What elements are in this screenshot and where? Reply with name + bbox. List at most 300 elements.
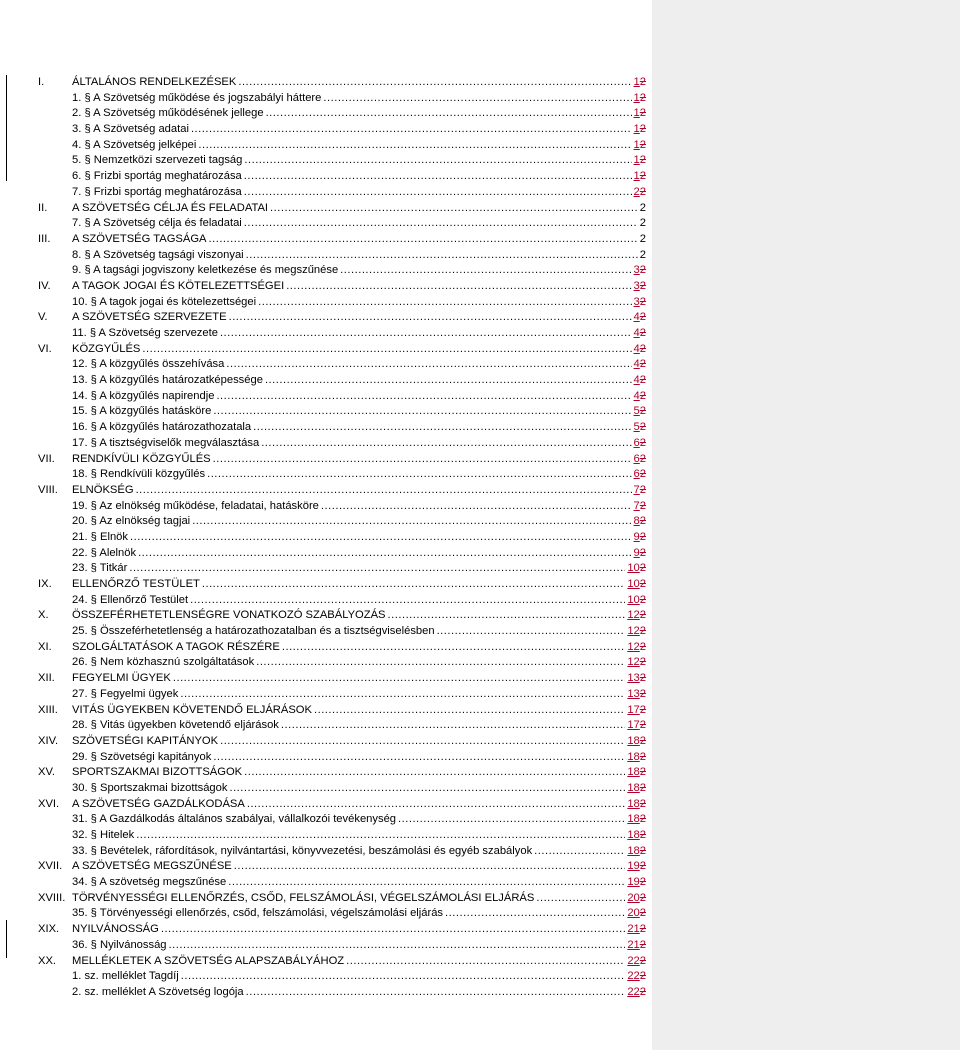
inserted-page-number: 3 (633, 279, 640, 292)
toc-entry (72, 248, 646, 264)
inserted-page-number: 1 (633, 91, 640, 104)
toc-page-number (627, 718, 646, 734)
deleted-page-number: 2 (639, 985, 646, 998)
change-bar (6, 920, 7, 958)
deleted-page-number: 2 (639, 389, 646, 402)
toc-title: 7. § A Szövetség célja és feladatai (72, 217, 242, 230)
toc-page-number (627, 593, 646, 609)
deleted-page-number: 2 (639, 797, 646, 810)
inserted-page-number: 6 (633, 468, 640, 481)
table-of-contents (38, 75, 646, 1001)
deleted-page-number: 2 (639, 876, 646, 889)
toc-section[interactable] (38, 938, 646, 954)
toc-page-number (634, 357, 646, 373)
toc-entry (72, 655, 646, 671)
toc-title: NYILVÁNOSSÁG (72, 923, 159, 936)
toc-section[interactable] (38, 687, 646, 703)
toc-title: A SZÖVETSÉG GAZDÁLKODÁSA (72, 797, 245, 810)
toc-page-number (627, 985, 646, 1001)
toc-title: 21. § Elnök (72, 530, 128, 543)
dot-leader (180, 687, 625, 703)
dot-leader (437, 624, 626, 640)
toc-chapter[interactable] (38, 279, 646, 295)
toc-title: ELLENŐRZŐ TESTÜLET (72, 578, 200, 590)
toc-entry (72, 938, 646, 954)
toc-entry (72, 781, 646, 797)
toc-title: A SZÖVETSÉG SZERVEZETE (72, 311, 227, 324)
toc-page-number (627, 687, 646, 703)
deleted-page-number: 2 (639, 829, 646, 841)
toc-entry (72, 718, 646, 734)
dot-leader (321, 499, 632, 515)
deleted-page-number: 2 (639, 954, 646, 967)
toc-section[interactable] (38, 875, 646, 891)
toc-title: 18. § Rendkívüli közgyűlés (72, 468, 206, 481)
toc-page-number (634, 436, 646, 452)
toc-entry (72, 812, 646, 828)
toc-title: SPORTSZAKMAI BIZOTTSÁGOK (72, 766, 243, 779)
toc-page-number (627, 828, 646, 844)
toc-page-number (640, 216, 646, 232)
toc-section[interactable] (38, 138, 646, 154)
toc-page-number (634, 546, 646, 562)
inserted-page-number: 13 (627, 687, 640, 700)
toc-page-number (634, 153, 646, 169)
toc-entry (72, 671, 646, 687)
inserted-page-number: 19 (627, 860, 640, 873)
toc-number: XI. (38, 640, 52, 653)
dot-leader (213, 750, 625, 766)
toc-title: ÁLTALÁNOS RENDELKEZÉSEK (72, 76, 237, 88)
inserted-page-number: 18 (627, 829, 640, 841)
toc-section[interactable] (38, 263, 646, 279)
toc-page-number (634, 452, 646, 468)
inserted-page-number: 17 (627, 703, 640, 716)
toc-entry (72, 75, 646, 91)
toc-entry (72, 499, 646, 515)
toc-title: 3. § A Szövetség adatai (72, 123, 189, 136)
toc-chapter[interactable] (38, 201, 646, 217)
toc-section[interactable] (38, 404, 646, 420)
toc-number: XV. (38, 766, 56, 779)
deleted-page-number: 2 (639, 609, 646, 622)
toc-section[interactable] (38, 216, 646, 232)
inserted-page-number: 18 (627, 781, 640, 794)
toc-chapter[interactable] (38, 232, 646, 248)
inserted-page-number: 1 (633, 138, 640, 151)
deleted-page-number: 2 (639, 405, 646, 418)
toc-chapter[interactable] (38, 608, 646, 624)
toc-entry (72, 891, 646, 907)
deleted-page-number: 2 (639, 923, 646, 936)
toc-title: 11. § A Szövetség szervezete (72, 327, 218, 339)
toc-section[interactable] (38, 514, 646, 530)
toc-section[interactable] (38, 624, 646, 640)
inserted-page-number: 4 (633, 342, 640, 355)
toc-title: 28. § Vitás ügyekben követendő eljárások (72, 719, 279, 732)
toc-number: II. (38, 201, 48, 214)
toc-page-number (634, 263, 646, 279)
toc-entry (72, 357, 646, 373)
page-number: 2 (639, 217, 646, 230)
inserted-page-number: 12 (627, 640, 640, 653)
inserted-page-number: 18 (627, 797, 640, 810)
dot-leader (244, 185, 632, 201)
toc-title: 31. § A Gazdálkodás általános szabályai, vállalkozói tevékenység (72, 813, 397, 826)
toc-chapter[interactable] (38, 452, 646, 468)
toc-entry (72, 859, 646, 875)
deleted-page-number: 2 (639, 421, 646, 434)
toc-title: 35. § Törvényességi ellenőrzés, csőd, felszámolási, végelszámolási eljárás (72, 907, 444, 920)
toc-entry (72, 452, 646, 468)
toc-entry (72, 514, 646, 530)
deleted-page-number: 2 (639, 107, 646, 120)
toc-page-number (634, 326, 646, 342)
dot-leader (173, 671, 625, 687)
dot-leader (142, 342, 631, 358)
inserted-page-number: 18 (627, 844, 640, 857)
deleted-page-number: 2 (639, 687, 646, 700)
toc-page-number (627, 875, 646, 891)
toc-chapter[interactable] (38, 342, 646, 358)
toc-section[interactable] (38, 357, 646, 373)
dot-leader (229, 781, 625, 797)
toc-page-number (634, 499, 646, 515)
deleted-page-number: 2 (639, 342, 646, 355)
toc-section[interactable] (38, 546, 646, 562)
toc-chapter[interactable] (38, 765, 646, 781)
toc-section[interactable] (38, 326, 646, 342)
dot-leader (213, 404, 631, 420)
toc-entry (72, 750, 646, 766)
toc-title: 10. § A tagok jogai és kötelezettségei (72, 295, 257, 308)
toc-number: XIII. (38, 703, 58, 716)
deleted-page-number: 2 (639, 656, 646, 669)
inserted-page-number: 21 (627, 923, 640, 936)
toc-section[interactable] (38, 655, 646, 671)
toc-section[interactable] (38, 530, 646, 546)
toc-chapter[interactable] (38, 954, 646, 970)
toc-entry (72, 561, 646, 577)
toc-page-number (634, 138, 646, 154)
toc-number: XVIII. (38, 891, 66, 904)
toc-entry (72, 373, 646, 389)
toc-entry (72, 279, 646, 295)
toc-section[interactable] (38, 295, 646, 311)
dot-leader (536, 891, 625, 907)
toc-title: 6. § Frizbi sportág meghatározása (72, 170, 242, 183)
dot-leader (234, 859, 626, 875)
toc-chapter[interactable] (38, 75, 646, 91)
toc-title: 9. § A tagsági jogviszony keletkezése és megszűnése (72, 264, 339, 277)
toc-number: IV. (38, 279, 51, 292)
toc-section[interactable] (38, 906, 646, 922)
comment-margin-panel (652, 0, 960, 1050)
toc-title: 29. § Szövetségi kapitányok (72, 750, 212, 763)
toc-page-number (627, 608, 646, 624)
toc-section[interactable] (38, 781, 646, 797)
toc-number: XIX. (38, 923, 60, 936)
toc-entry (72, 91, 646, 107)
toc-title: 13. § A közgyűlés határozatképessége (72, 374, 263, 387)
toc-section[interactable] (38, 844, 646, 860)
deleted-page-number: 2 (639, 546, 646, 559)
deleted-page-number: 2 (639, 530, 646, 543)
toc-number: XX. (38, 954, 57, 967)
inserted-page-number: 22 (627, 985, 640, 998)
toc-number: VI. (38, 342, 52, 355)
toc-page-number (627, 812, 646, 828)
toc-entry (72, 765, 646, 781)
inserted-page-number: 12 (627, 609, 640, 622)
toc-number: XVI. (38, 797, 60, 810)
toc-chapter[interactable] (38, 310, 646, 326)
inserted-page-number: 1 (633, 76, 640, 88)
toc-section[interactable] (38, 373, 646, 389)
deleted-page-number: 2 (639, 76, 646, 88)
toc-entry (72, 734, 646, 750)
dot-leader (281, 718, 625, 734)
toc-page-number (627, 750, 646, 766)
dot-leader (198, 138, 631, 154)
toc-entry (72, 577, 646, 593)
deleted-page-number: 2 (639, 185, 646, 198)
toc-title: 24. § Ellenőrző Testület (72, 593, 189, 606)
toc-entry (72, 906, 646, 922)
toc-title: A SZÖVETSÉG MEGSZŰNÉSE (72, 860, 232, 873)
toc-page-number (634, 467, 646, 483)
toc-entry (72, 640, 646, 656)
toc-page-number (634, 106, 646, 122)
deleted-page-number: 2 (639, 970, 646, 983)
dot-leader (253, 420, 631, 436)
toc-section[interactable] (38, 436, 646, 452)
toc-entry (72, 106, 646, 122)
toc-chapter[interactable] (38, 734, 646, 750)
toc-chapter[interactable] (38, 577, 646, 593)
page-number: 2 (639, 201, 646, 214)
toc-section[interactable] (38, 718, 646, 734)
inserted-page-number: 1 (633, 154, 640, 167)
inserted-page-number: 2 (633, 185, 640, 198)
toc-title: SZOLGÁLTATÁSOK A TAGOK RÉSZÉRE (72, 640, 280, 653)
toc-title: 36. § Nyilvánosság (72, 938, 167, 951)
dot-leader (138, 546, 631, 562)
toc-entry (72, 608, 646, 624)
toc-title: 14. § A közgyűlés napirendje (72, 389, 215, 402)
toc-title: RENDKÍVÜLI KÖZGYŰLÉS (72, 452, 211, 465)
toc-title: 4. § A Szövetség jelképei (72, 138, 197, 151)
deleted-page-number: 2 (639, 91, 646, 104)
deleted-page-number: 2 (639, 750, 646, 763)
inserted-page-number: 3 (633, 264, 640, 277)
toc-number: X. (38, 609, 49, 622)
toc-chapter[interactable] (38, 483, 646, 499)
toc-entry (72, 467, 646, 483)
inserted-page-number: 19 (627, 876, 640, 889)
toc-section[interactable] (38, 122, 646, 138)
dot-leader (266, 106, 632, 122)
dot-leader (256, 655, 625, 671)
toc-page-number (634, 75, 646, 91)
deleted-page-number: 2 (639, 734, 646, 747)
toc-number: XVII. (38, 860, 63, 873)
toc-chapter[interactable] (38, 671, 646, 687)
toc-entry (72, 295, 646, 311)
inserted-page-number: 1 (633, 170, 640, 183)
toc-section[interactable] (38, 185, 646, 201)
toc-page-number (627, 969, 646, 985)
toc-entry (72, 703, 646, 719)
toc-page-number (634, 279, 646, 295)
toc-entry (72, 985, 646, 1001)
toc-chapter[interactable] (38, 859, 646, 875)
toc-section[interactable] (38, 812, 646, 828)
toc-page-number (634, 404, 646, 420)
toc-chapter[interactable] (38, 922, 646, 938)
toc-page-number (634, 342, 646, 358)
toc-title: 5. § Nemzetközi szervezeti tagság (72, 154, 243, 167)
toc-entry (72, 326, 646, 342)
deleted-page-number: 2 (639, 515, 646, 528)
deleted-page-number: 2 (639, 170, 646, 183)
inserted-page-number: 4 (633, 358, 640, 371)
toc-entry (72, 138, 646, 154)
inserted-page-number: 6 (633, 436, 640, 449)
dot-leader (265, 373, 632, 389)
dot-leader (270, 201, 638, 217)
dot-leader (191, 122, 632, 138)
toc-chapter[interactable] (38, 797, 646, 813)
inserted-page-number: 9 (633, 546, 640, 559)
inserted-page-number: 18 (627, 750, 640, 763)
toc-page-number (634, 530, 646, 546)
toc-title: TÖRVÉNYESSÉGI ELLENŐRZÉS, CSŐD, FELSZÁMOLÁSI, VÉGELSZÁMOLÁSI ELJÁRÁS (72, 891, 535, 904)
toc-page-number (634, 185, 646, 201)
toc-entry (72, 546, 646, 562)
deleted-page-number: 2 (639, 781, 646, 794)
toc-chapter[interactable] (38, 703, 646, 719)
toc-entry (72, 436, 646, 452)
inserted-page-number: 12 (627, 656, 640, 669)
toc-section[interactable] (38, 420, 646, 436)
deleted-page-number: 2 (639, 562, 646, 575)
toc-number: VIII. (38, 483, 58, 496)
deleted-page-number: 2 (639, 468, 646, 481)
toc-section[interactable] (38, 169, 646, 185)
toc-section[interactable] (38, 153, 646, 169)
toc-title: 33. § Bevételek, ráfordítások, nyilvántartási, könyvvezetési, beszámolási és egyéb szabályok (72, 844, 533, 857)
dot-leader (220, 326, 632, 342)
toc-number: IX. (38, 578, 52, 590)
deleted-page-number: 2 (639, 327, 646, 339)
inserted-page-number: 5 (633, 405, 640, 418)
toc-section[interactable] (38, 969, 646, 985)
toc-entry (72, 828, 646, 844)
toc-section[interactable] (38, 106, 646, 122)
toc-section[interactable] (38, 828, 646, 844)
toc-number: I. (38, 76, 45, 88)
toc-section[interactable] (38, 91, 646, 107)
deleted-page-number: 2 (639, 123, 646, 136)
toc-entry (72, 687, 646, 703)
dot-leader (346, 954, 625, 970)
inserted-page-number: 12 (627, 625, 640, 638)
inserted-page-number: 4 (633, 374, 640, 387)
inserted-page-number: 18 (627, 734, 640, 747)
inserted-page-number: 17 (627, 719, 640, 732)
toc-section[interactable] (38, 389, 646, 405)
toc-title: 32. § Hitelek (72, 829, 135, 841)
deleted-page-number: 2 (639, 703, 646, 716)
dot-leader (244, 765, 625, 781)
toc-entry (72, 201, 646, 217)
dot-leader (238, 75, 631, 91)
deleted-page-number: 2 (639, 860, 646, 873)
toc-chapter[interactable] (38, 891, 646, 907)
toc-page-number (627, 765, 646, 781)
deleted-page-number: 2 (639, 938, 646, 951)
inserted-page-number: 18 (627, 813, 640, 826)
dot-leader (246, 248, 638, 264)
toc-section[interactable] (38, 750, 646, 766)
dot-leader (229, 310, 632, 326)
toc-page-number (627, 624, 646, 640)
dot-leader (244, 153, 631, 169)
deleted-page-number: 2 (639, 452, 646, 465)
toc-entry (72, 875, 646, 891)
toc-section[interactable] (38, 593, 646, 609)
toc-title: 7. § Frizbi sportág meghatározása (72, 185, 242, 198)
change-bar (6, 75, 7, 181)
toc-entry (72, 797, 646, 813)
toc-title: 2. § A Szövetség működésének jellege (72, 107, 264, 120)
toc-section[interactable] (38, 561, 646, 577)
toc-section[interactable] (38, 985, 646, 1001)
deleted-page-number: 2 (639, 891, 646, 904)
dot-leader (181, 969, 626, 985)
dot-leader (192, 514, 631, 530)
toc-section[interactable] (38, 467, 646, 483)
deleted-page-number: 2 (639, 593, 646, 606)
deleted-page-number: 2 (639, 311, 646, 324)
toc-title: A SZÖVETSÉG CÉLJA ÉS FELADATAI (72, 201, 269, 214)
toc-section[interactable] (38, 499, 646, 515)
inserted-page-number: 21 (627, 938, 640, 951)
toc-title: 12. § A közgyűlés összehívása (72, 358, 225, 371)
toc-page-number (634, 295, 646, 311)
deleted-page-number: 2 (639, 154, 646, 167)
toc-page-number (627, 561, 646, 577)
toc-page-number (627, 922, 646, 938)
toc-entry (72, 954, 646, 970)
toc-section[interactable] (38, 248, 646, 264)
dot-leader (534, 844, 625, 860)
inserted-page-number: 20 (627, 907, 640, 920)
toc-title: SZÖVETSÉGI KAPITÁNYOK (72, 734, 219, 747)
toc-chapter[interactable] (38, 640, 646, 656)
deleted-page-number: 2 (639, 358, 646, 371)
dot-leader (190, 593, 625, 609)
dot-leader (228, 875, 625, 891)
dot-leader (220, 734, 625, 750)
dot-leader (244, 216, 638, 232)
deleted-page-number: 2 (639, 672, 646, 685)
toc-entry (72, 342, 646, 358)
toc-page-number (634, 514, 646, 530)
inserted-page-number: 9 (633, 530, 640, 543)
inserted-page-number: 10 (627, 562, 640, 575)
